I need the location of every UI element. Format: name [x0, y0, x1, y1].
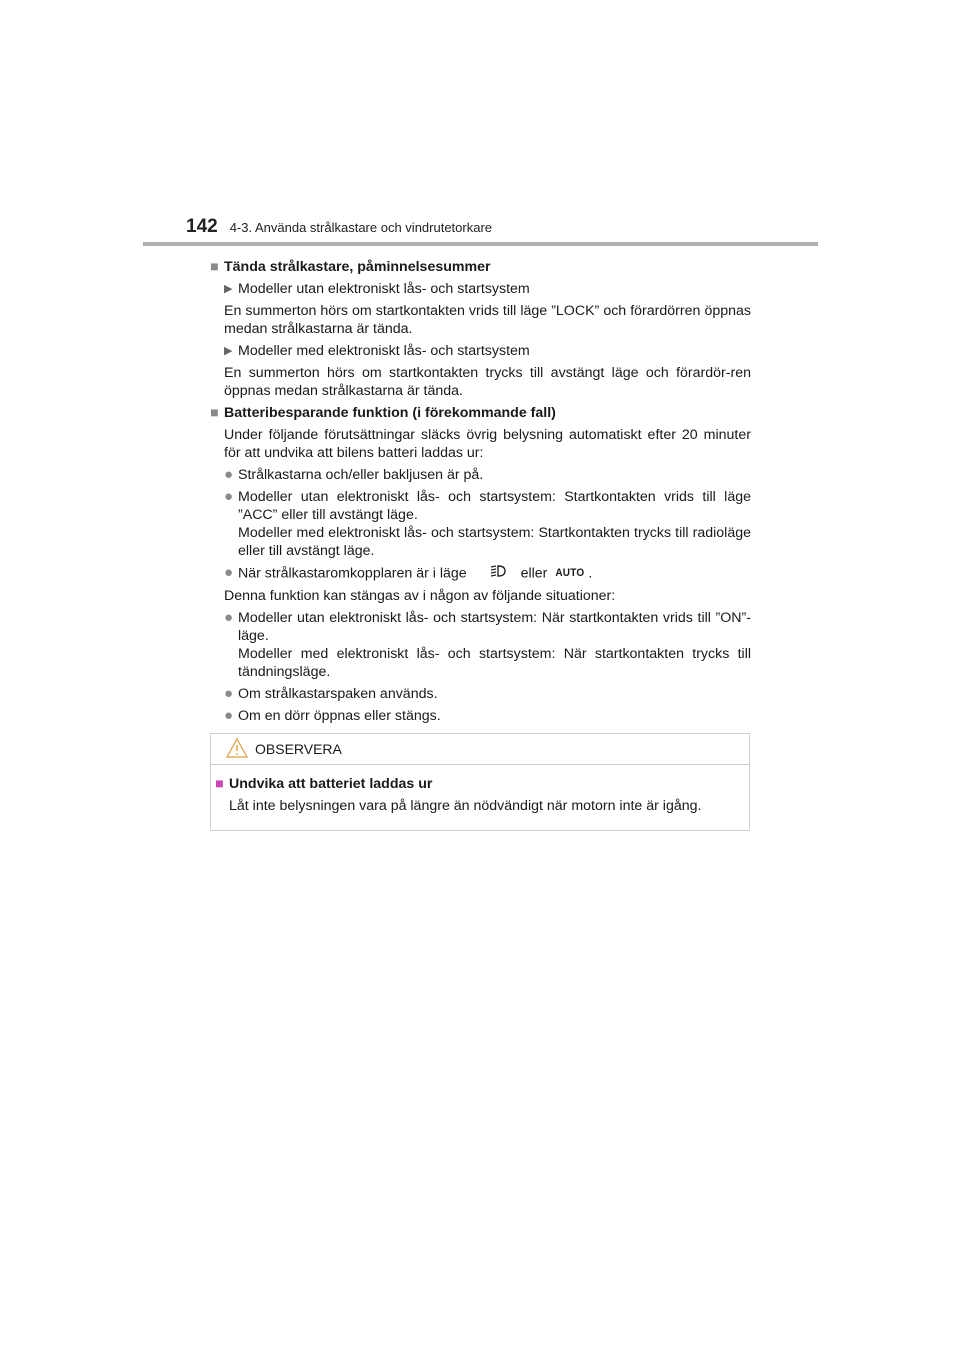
warning-triangle-icon [225, 737, 255, 762]
headlight-icon [489, 564, 507, 583]
page-content [210, 254, 751, 725]
square-bullet-icon: ■ [215, 776, 224, 792]
header-rule [143, 242, 818, 246]
list-item: ● Om strålkastarspaken används. [224, 685, 438, 702]
list-item: ● Modeller utan elektroniskt lås- och startsystem: När startkontakten vrids till ”ON”-läge. Modeller med elektroniskt lås- och startsystem: När startkontakten trycks till tändningsläge. [224, 609, 751, 680]
list-item: ● Modeller utan elektroniskt lås- och startsystem: Startkontakten vrids till läge ”ACC” eller till avstängt läge. Modeller med elektroniskt lås- och startsystem: Startkontakten trycks till radioläge eller till avstängt läge. [224, 488, 751, 559]
circle-bullet-icon: ● [224, 685, 234, 702]
auto-icon: AUTO [555, 566, 585, 579]
section-title: Batteribesparande funktion (i förekommande fall) [224, 405, 556, 421]
section-title: Tända strålkastare, påminnelsesummer [224, 259, 491, 275]
triangle-right-icon: ▶ [224, 345, 233, 357]
warning-text: Låt inte belysningen vara på längre än nödvändigt när motorn inte är igång. [229, 798, 702, 814]
page-number: 142 [186, 216, 218, 237]
list-item: ● Om en dörr öppnas eller stängs. [224, 707, 441, 724]
section-heading-headlight-reminder [210, 258, 751, 276]
chapter-title: 4-3. Använda strålkastare och vindrutetorkare [229, 220, 493, 235]
warning-label: OBSERVERA [255, 741, 342, 757]
warning-title: ■ Undvika att batteriet laddas ur [215, 776, 433, 792]
circle-bullet-icon: ● [224, 609, 234, 626]
sub-heading: ▶ Modeller utan elektroniskt lås- och startsystem [224, 281, 530, 297]
paragraph: En summerton hörs om startkontakten trycks till avstängt läge och förardör-ren öppnas medan strålkastarna är tända. [224, 365, 751, 399]
sub-heading: ▶ Modeller med elektroniskt lås- och startsystem [224, 343, 530, 359]
section-heading-battery-saver [210, 404, 751, 422]
square-bullet-icon: ■ [210, 405, 219, 421]
list-item: ● När strålkastaromkopplaren är i läge eller AUTO . [224, 564, 751, 583]
circle-bullet-icon: ● [224, 564, 234, 581]
circle-bullet-icon: ● [224, 707, 234, 724]
square-bullet-icon: ■ [210, 259, 219, 275]
warning-header [211, 734, 749, 765]
warning-box [210, 733, 750, 831]
list-item: ● Strålkastarna och/eller bakljusen är på. [224, 466, 484, 483]
paragraph: Under följande förutsättningar släcks övrig belysning automatiskt efter 20 minuter för att undvika att bilens batteri laddas ur: [224, 427, 751, 461]
page-header [186, 216, 492, 238]
paragraph: En summerton hörs om startkontakten vrids till läge ”LOCK” och förardörren öppnas medan strålkastarna är tända. [224, 303, 751, 337]
circle-bullet-icon: ● [224, 488, 234, 505]
triangle-right-icon: ▶ [224, 283, 233, 295]
paragraph: Denna funktion kan stängas av i någon av följande situationer: [224, 588, 616, 604]
circle-bullet-icon: ● [224, 466, 234, 483]
